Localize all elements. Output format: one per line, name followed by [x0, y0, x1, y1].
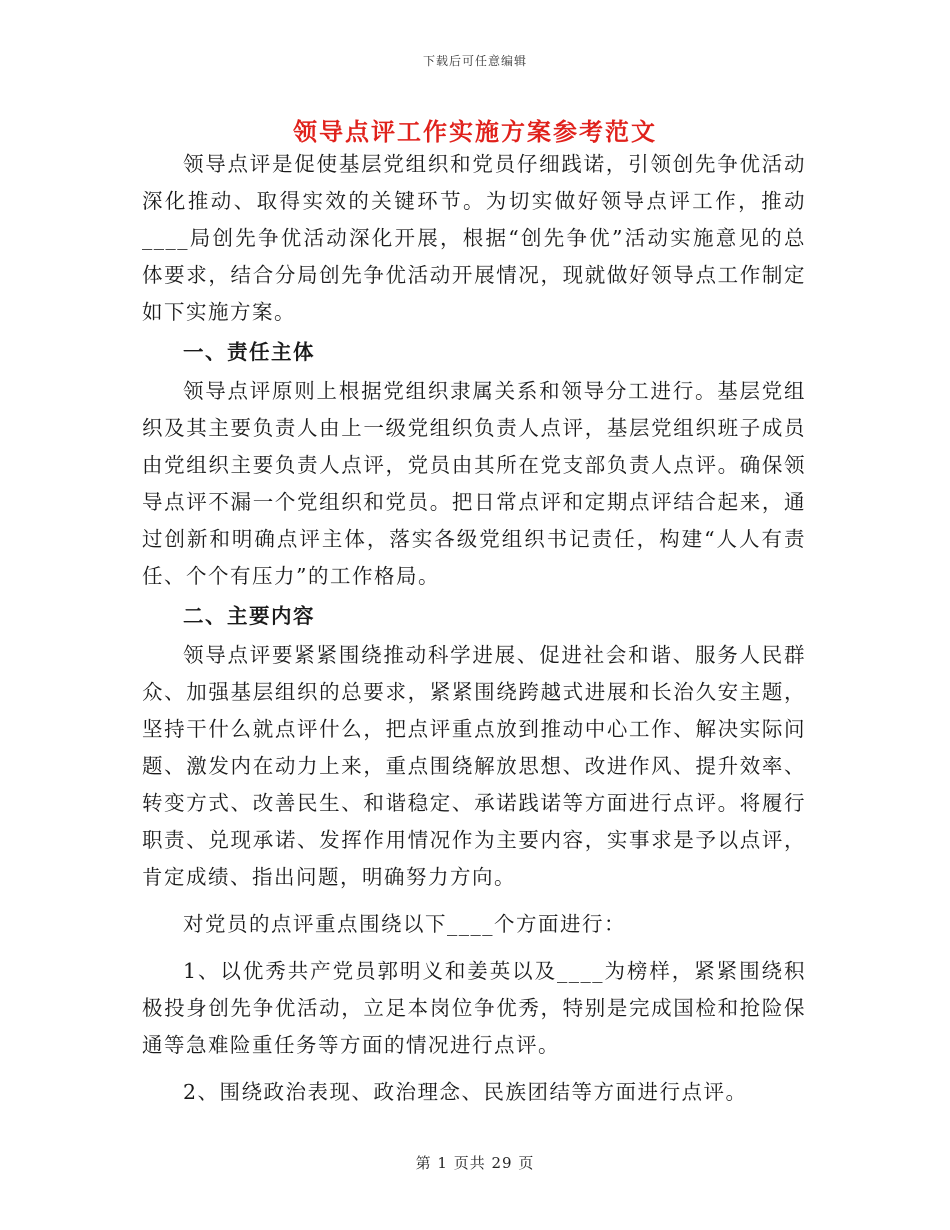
- paragraph-main-content: 领导点评要紧紧围绕推动科学进展、促进社会和谐、服务人民群众、加强基层组织的总要求，紧紧围绕跨越式进展和长治久安主题，坚持干什么就点评什么，把点评重点放到推动中心工作、解决实际问题、激发内在动力上来，重点围绕解放思想、改进作风、提升效率、转变方式、改善民生、和谐稳定、承诺践诺等方面进行点评。将履行职责、兑现承诺、发挥作用情况作为主要内容，实事求是予以点评，肯定成绩、指出问题，明确努力方向。: [142, 643, 806, 889]
- page-number-footer: 第 1 页共 29 页: [415, 1154, 535, 1172]
- paragraph-intro: 领导点评是促使基层党组织和党员仔细践诺，引领创先争优活动深化推动、取得实效的关键环节。为切实做好领导点评工作，推动____局创先争优活动深化开展，根据“创先争优”活动实施意见的总体要求，结合分局创先争优活动开展情况，现就做好领导点工作制定如下实施方案。: [142, 152, 806, 324]
- paragraph-responsibility: 领导点评原则上根据党组织隶属关系和领导分工进行。基层党组织及其主要负责人由上一级党组织负责人点评，基层党组织班子成员由党组织主要负责人点评，党员由其所在党支部负责人点评。确保领导点评不漏一个党组织和党员。把日常点评和定期点评结合起来，通过创新和明确点评主体，落实各级党组织书记责任，构建“人人有责任、个个有压力”的工作格局。: [142, 379, 806, 588]
- document-title: 领导点评工作实施方案参考范文: [293, 117, 657, 146]
- document-body: [142, 146, 806, 1111]
- header-note: 下载后可任意编辑: [422, 54, 527, 68]
- section-heading-2: 二、主要内容: [183, 604, 315, 628]
- paragraph-member-review: 对党员的点评重点围绕以下____个方面进行：: [183, 912, 626, 936]
- list-item-2: 2、围绕政治表现、政治理念、民族团结等方面进行点评。: [183, 1080, 748, 1104]
- section-heading-1: 一、责任主体: [183, 340, 315, 364]
- list-item-1: 1、以优秀共产党员郭明义和姜英以及____为榜样，紧紧围绕积极投身创先争优活动，立足本岗位争优秀，特别是完成国检和抢险保通等急难险重任务等方面的情况进行点评。: [142, 959, 806, 1057]
